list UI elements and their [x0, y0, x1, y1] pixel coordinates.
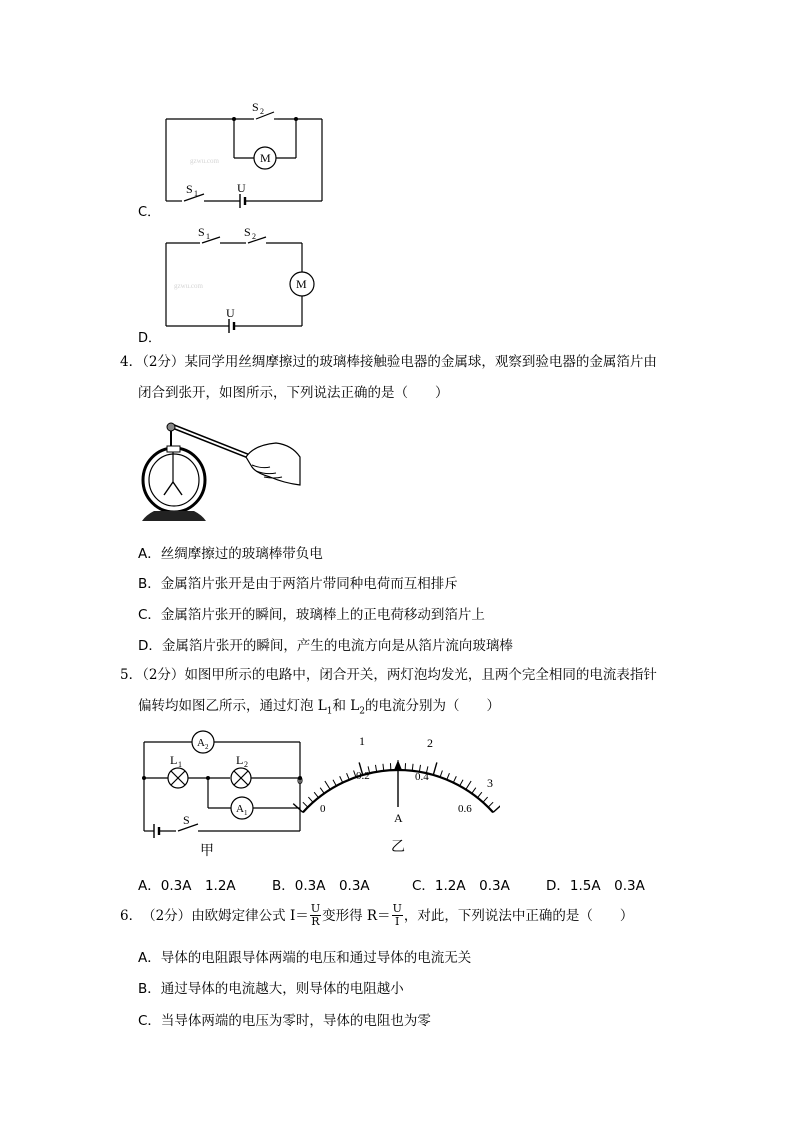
battery-u-label: U	[237, 181, 246, 195]
dial-tick	[472, 788, 476, 794]
switch-s2-label: S	[244, 225, 251, 239]
ammeter-a2-subscript: 2	[205, 743, 209, 751]
dial-unit-label: A	[394, 811, 403, 825]
dial-tick	[314, 792, 318, 797]
dial-tick	[493, 804, 500, 813]
switch-s2-subscript: 2	[252, 232, 256, 241]
question-number: 5．	[120, 667, 143, 683]
stem-text: 变形得 R＝	[322, 907, 391, 924]
battery-u-label: U	[226, 306, 235, 320]
option-d-label: D．	[138, 331, 162, 346]
dial-tick	[460, 780, 463, 786]
stem-text: ，对此，下列说法中正确的是（ ）	[403, 907, 634, 924]
circuit-diagram-d	[150, 222, 340, 337]
figure-jia-caption: 甲	[200, 843, 214, 859]
dial-tick	[320, 788, 324, 794]
motor-label: M	[260, 151, 271, 165]
electroscope-figure	[134, 415, 304, 525]
question-5-option-c: C．1.2A 0.3A	[412, 878, 510, 894]
dial-tick	[375, 765, 376, 772]
circuit-diagram-c	[150, 95, 340, 215]
question-4-option-a: A．丝绸摩擦过的玻璃棒带负电	[138, 546, 323, 562]
question-4-stem-line2: 闭合到张开，如图所示，下列说法正确的是（ ）	[138, 385, 449, 401]
lamp-l2-label: L	[236, 753, 244, 767]
dial-tick	[340, 776, 343, 782]
question-4-option-c: C．金属箔片张开的瞬间，玻璃棒上的正电荷移动到箔片上	[138, 607, 485, 623]
dial-top-label-2: 2	[427, 736, 433, 750]
question-score: （2分）	[142, 667, 185, 683]
dial-tick	[483, 797, 488, 802]
dial-tick	[478, 792, 482, 797]
dial-bottom-label-3: 0.6	[458, 803, 472, 815]
lamp-l1-label: L	[170, 753, 178, 767]
l1-subscript: 1	[326, 706, 333, 717]
question-5-option-b: B．0.3A 0.3A	[272, 878, 370, 894]
figure-yi-caption: 乙	[391, 839, 405, 855]
fraction-denominator: I	[395, 915, 400, 928]
dial-top-label-3: 3	[487, 776, 493, 790]
question-score: （2分）	[142, 354, 185, 370]
fraction-numerator: U	[392, 902, 402, 915]
dial-tick	[325, 781, 330, 789]
option-c-label: C．	[138, 205, 161, 220]
dial-tick	[488, 802, 493, 807]
watermark-text: gzwu.com	[190, 157, 219, 165]
dial-pointer-head	[394, 760, 402, 770]
lamp-l2-subscript: 2	[244, 760, 248, 769]
question-4-option-b: B．金属箔片张开是由于两箔片带同种电荷而互相排斥	[138, 576, 458, 592]
switch-s1-label: S	[186, 182, 193, 196]
dial-tick	[466, 781, 471, 789]
ammeter-a1-label: A	[236, 803, 244, 815]
question-4-stem	[120, 352, 680, 372]
watermark-text: gzwu.com	[174, 282, 203, 290]
dial-tick	[308, 797, 313, 802]
dial-tick	[453, 776, 456, 782]
ammeter-a2-label: A	[197, 737, 205, 749]
stem-text: 偏转均如图乙所示，通过灯泡 L	[138, 698, 327, 714]
lamp-l1-subscript: 1	[178, 760, 182, 769]
question-6-stem	[120, 903, 700, 928]
question-5-stem	[120, 665, 690, 685]
stem-text: 和 L	[332, 698, 360, 714]
question-5-stem-line2	[138, 696, 698, 722]
question-4-option-d: D．金属箔片张开的瞬间，产生的电流方向是从箔片流向玻璃棒	[138, 638, 513, 654]
dial-bottom-label-0: 0	[320, 803, 326, 815]
question-5-option-a: A．0.3A 1.2A	[138, 878, 236, 894]
dial-tick	[347, 773, 350, 779]
dial-tick	[293, 804, 303, 813]
fraction-u-over-r	[310, 903, 321, 928]
fraction-denominator: R	[311, 915, 320, 928]
dial-top-label-0: 0	[297, 773, 303, 787]
question-5-option-d: D．1.5A 0.3A	[546, 878, 645, 894]
dial-bottom-label-2: 0.4	[415, 771, 429, 783]
question-number: 6．	[120, 907, 143, 924]
stem-text: 由欧姆定律公式 I＝	[191, 907, 309, 924]
stem-text: 的电流分别为（ ）	[365, 698, 500, 714]
switch-s1-subscript: 1	[206, 232, 210, 241]
switch-s2-subscript: 2	[260, 107, 264, 116]
question-stem-line: 如图甲所示的电路中，闭合开关，两灯泡均发光，且两个完全相同的电流表指针	[184, 667, 657, 683]
dial-tick	[433, 762, 437, 774]
dial-top-label-1: 1	[359, 734, 365, 748]
dial-tick	[333, 780, 336, 786]
dial-tick	[447, 773, 450, 779]
question-number: 4．	[120, 354, 143, 370]
question-6-option-c: C．当导体两端的电压为零时，导体的电阻也为零	[138, 1013, 431, 1029]
question-score: （2分）	[142, 907, 192, 924]
question-stem-line: 某同学用丝绸摩擦过的玻璃棒接触验电器的金属球，观察到验电器的金属箔片由	[184, 354, 657, 370]
l2-subscript: 2	[359, 706, 365, 717]
switch-s1-subscript: 1	[194, 189, 198, 198]
switch-s1-label: S	[198, 225, 205, 239]
dial-tick	[303, 802, 308, 807]
circuit-diagram-jia	[132, 728, 312, 858]
ammeter-dial-figure	[290, 728, 500, 828]
motor-label: M	[296, 277, 307, 291]
fraction-u-over-i	[392, 903, 403, 928]
fraction-numerator: U	[310, 902, 321, 915]
ammeter-a1-subscript: 1	[244, 809, 248, 817]
question-6-option-a: A．导体的电阻跟导体两端的电压和通过导体的电流无关	[138, 950, 472, 966]
switch-s2-label: S	[252, 100, 259, 114]
dial-bottom-label-1: 0.2	[356, 770, 370, 782]
switch-s-label: S	[183, 813, 190, 827]
question-6-option-b: B．通过导体的电流越大，则导体的电阻越小	[138, 981, 404, 997]
dial-tick	[440, 771, 442, 778]
